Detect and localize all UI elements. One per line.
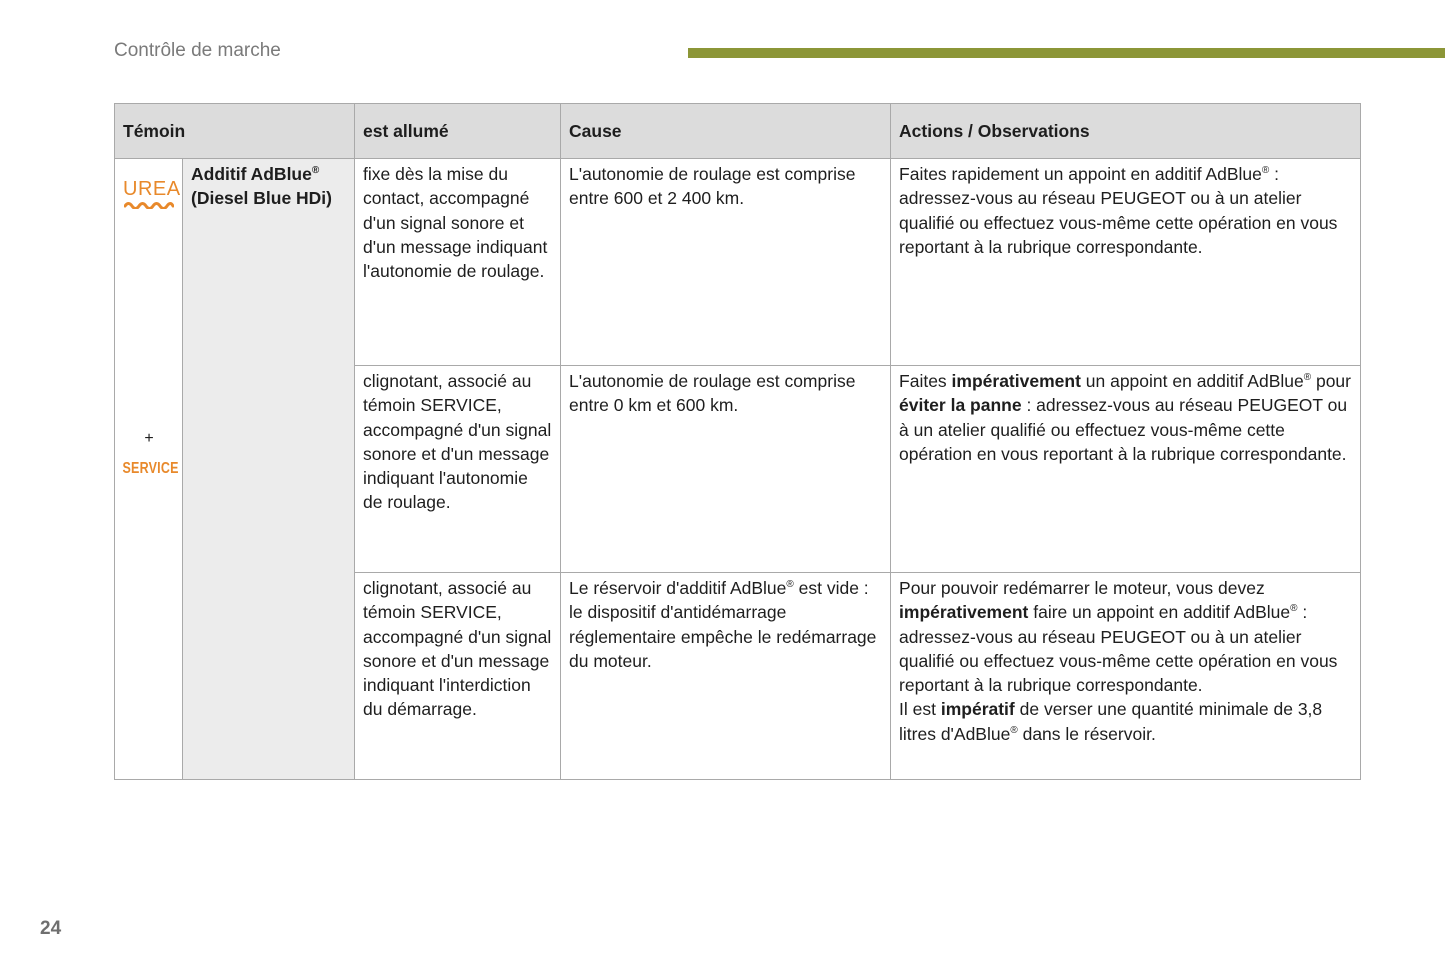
header-accent-bar bbox=[688, 48, 1445, 58]
indicator-name: Additif AdBlue bbox=[191, 164, 312, 184]
column-header-cause: Cause bbox=[561, 104, 891, 159]
cause-cell: L'autonomie de roulage est comprise entre 600 et 2 400 km. bbox=[561, 159, 891, 366]
indicator-subname: (Diesel Blue HDi) bbox=[191, 188, 332, 209]
action-cell: Faites rapidement un appoint en additif AdBlue® : adressez-vous au réseau PEUGEOT ou à un atelier qualifié ou effectuez vous-même cette opération en vous reportant à la rubrique correspondante. bbox=[891, 159, 1361, 366]
urea-label: UREA bbox=[123, 178, 181, 200]
lit-cell: clignotant, associé au témoin SERVICE, accompagné d'un signal sonore et d'un message indiquant l'interdiction du démarrage. bbox=[355, 573, 561, 780]
warning-lights-table bbox=[114, 103, 1361, 780]
indicator-name-cell bbox=[183, 159, 355, 780]
column-header-lit: est allumé bbox=[355, 104, 561, 159]
indicator-icon-cell bbox=[115, 159, 183, 780]
lit-cell: fixe dès la mise du contact, accompagné d'un signal sonore et d'un message indiquant l'autonomie de roulage. bbox=[355, 159, 561, 366]
page-number: 24 bbox=[40, 918, 62, 939]
service-warning-icon: SERVICE bbox=[122, 460, 179, 477]
action-cell: Faites impérativement un appoint en additif AdBlue® pour éviter la panne : adressez-vous au réseau PEUGEOT ou à un atelier qualifié ou effectuez vous-même cette opération en vous reportant à la rubrique correspondante. bbox=[891, 366, 1361, 573]
cause-cell: Le réservoir d'additif AdBlue® est vide : le dispositif d'antidémarrage réglementaire empêche le redémarrage du moteur. bbox=[561, 573, 891, 780]
lit-cell: clignotant, associé au témoin SERVICE, accompagné d'un signal sonore et d'un message indiquant l'autonomie de roulage. bbox=[355, 366, 561, 573]
column-header-indicator: Témoin bbox=[115, 104, 355, 159]
table-row bbox=[115, 159, 1361, 366]
urea-warning-icon bbox=[123, 178, 181, 209]
column-header-actions: Actions / Observations bbox=[891, 104, 1361, 159]
cause-cell: L'autonomie de roulage est comprise entre 0 km et 600 km. bbox=[561, 366, 891, 573]
action-cell: Pour pouvoir redémarrer le moteur, vous devez impérativement faire un appoint en additif AdBlue® : adressez-vous au réseau PEUGEOT ou à un atelier qualifié ou effectuez vous-même cette opération en vous reportant à la rubrique correspondante. Il est impératif de verser une quantité minimale de 3,8 litres d'AdBlue® dans le réservoir. bbox=[891, 573, 1361, 780]
registered-mark: ® bbox=[311, 165, 320, 176]
fluid-waves-icon bbox=[124, 200, 174, 209]
section-title: Contrôle de marche bbox=[114, 40, 281, 61]
table-header-row bbox=[115, 104, 1361, 159]
plus-sign: + bbox=[144, 430, 154, 447]
